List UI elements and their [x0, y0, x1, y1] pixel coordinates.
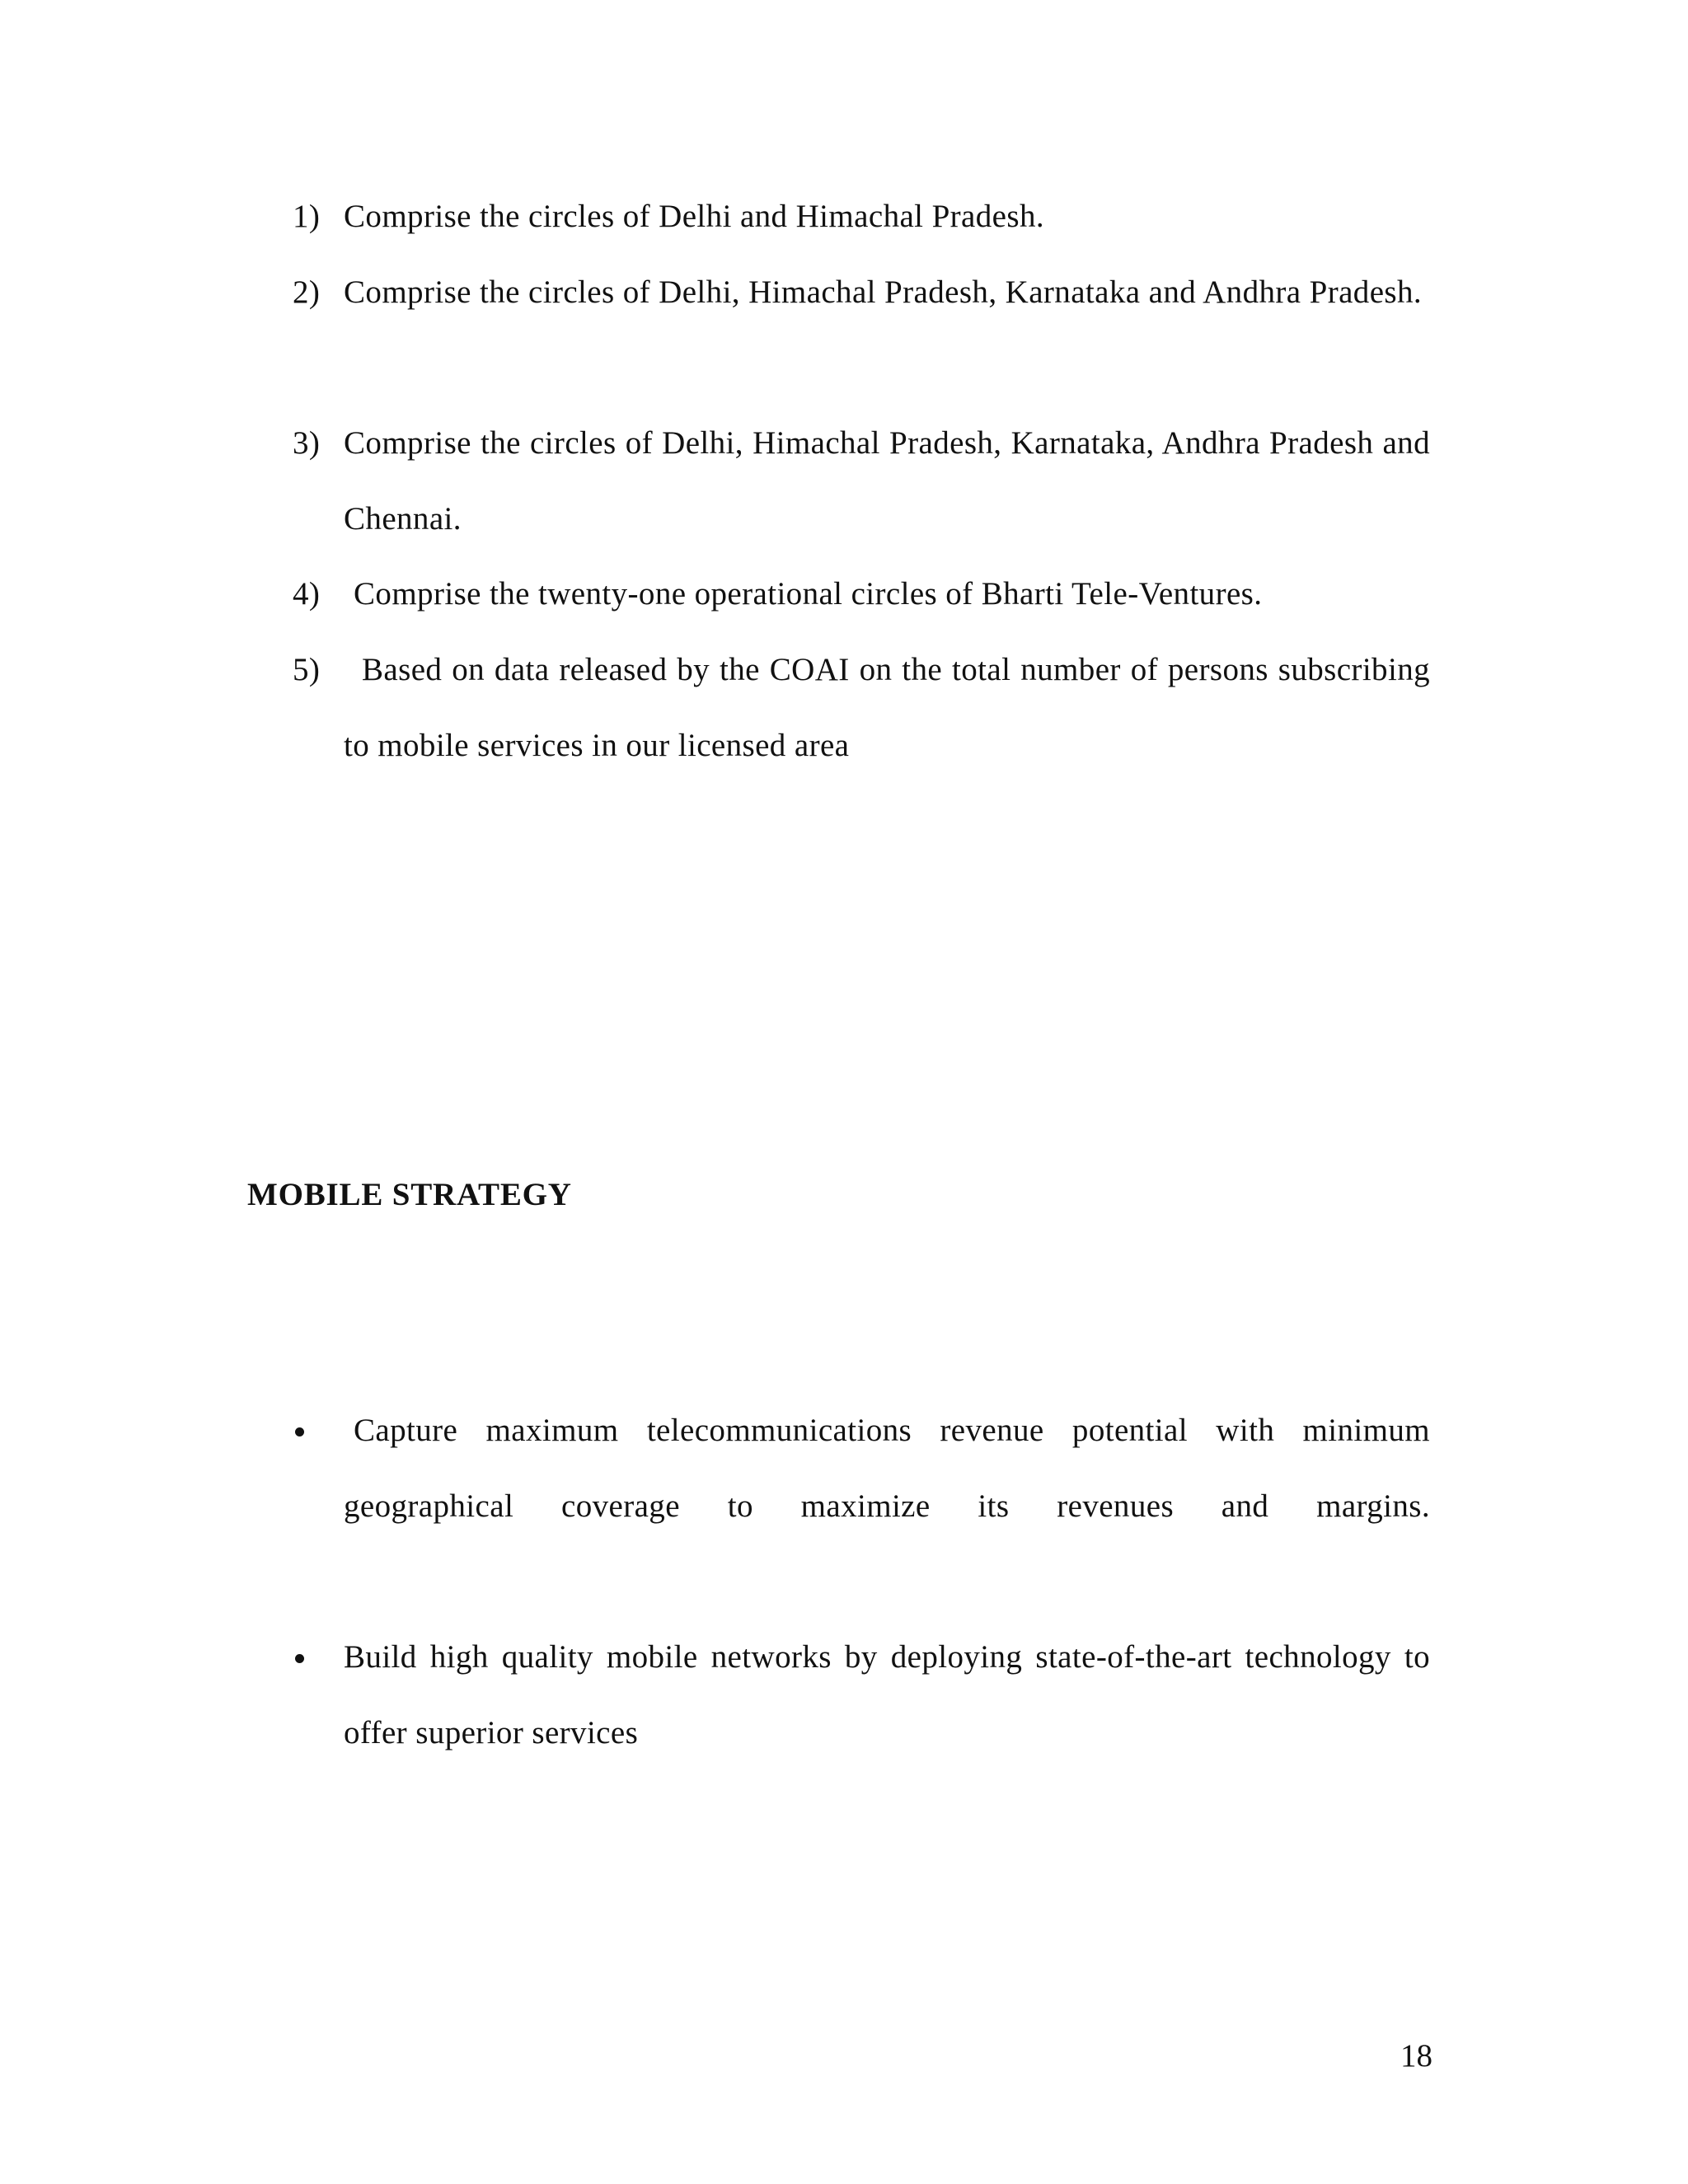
bullet-text: Build high quality mobile networks by deploying state-of-the-art technology to offer superior services — [344, 1639, 1430, 1750]
page-number: 18 — [1400, 2038, 1432, 2074]
bullet-text: Capture maximum telecommunications revenue potential with minimum geographical coverage to maximize its revenues and margins. — [344, 1413, 1430, 1524]
footnote-marker: 3) — [293, 425, 321, 461]
footnote-text: Comprise the circles of Delhi, Himachal Pradesh, Karnataka and Andhra Pradesh. — [344, 274, 1423, 310]
footnote-text: Comprise the twenty-one operational circles of Bharti Tele-Ventures. — [354, 576, 1263, 612]
footnote-marker: 5) — [293, 652, 321, 687]
strategy-bullet-1 — [293, 1393, 1430, 1544]
footnote-text: Comprise the circles of Delhi, Himachal Pradesh, Karnataka, Andhra Pradesh and Chennai. — [344, 425, 1430, 537]
section-heading: MOBILE STRATEGY — [247, 1177, 572, 1212]
footnote-marker: 4) — [293, 576, 321, 612]
footnote-text: Comprise the circles of Delhi and Himachal Pradesh. — [344, 199, 1044, 234]
footnote-5 — [293, 632, 1430, 784]
bullet-marker — [293, 1393, 309, 1469]
footnote-marker: 1) — [293, 199, 321, 234]
footnote-4 — [293, 556, 1430, 632]
strategy-bullet-2 — [293, 1619, 1430, 1771]
footnote-2 — [293, 255, 1430, 330]
bullet-marker — [293, 1619, 309, 1695]
footnote-1 — [293, 179, 1430, 255]
footnote-text: Based on data released by the COAI on the total number of persons subscribing to mobile services in our licensed area — [344, 652, 1430, 763]
footnote-3 — [293, 405, 1430, 557]
footnote-marker: 2) — [293, 274, 321, 310]
